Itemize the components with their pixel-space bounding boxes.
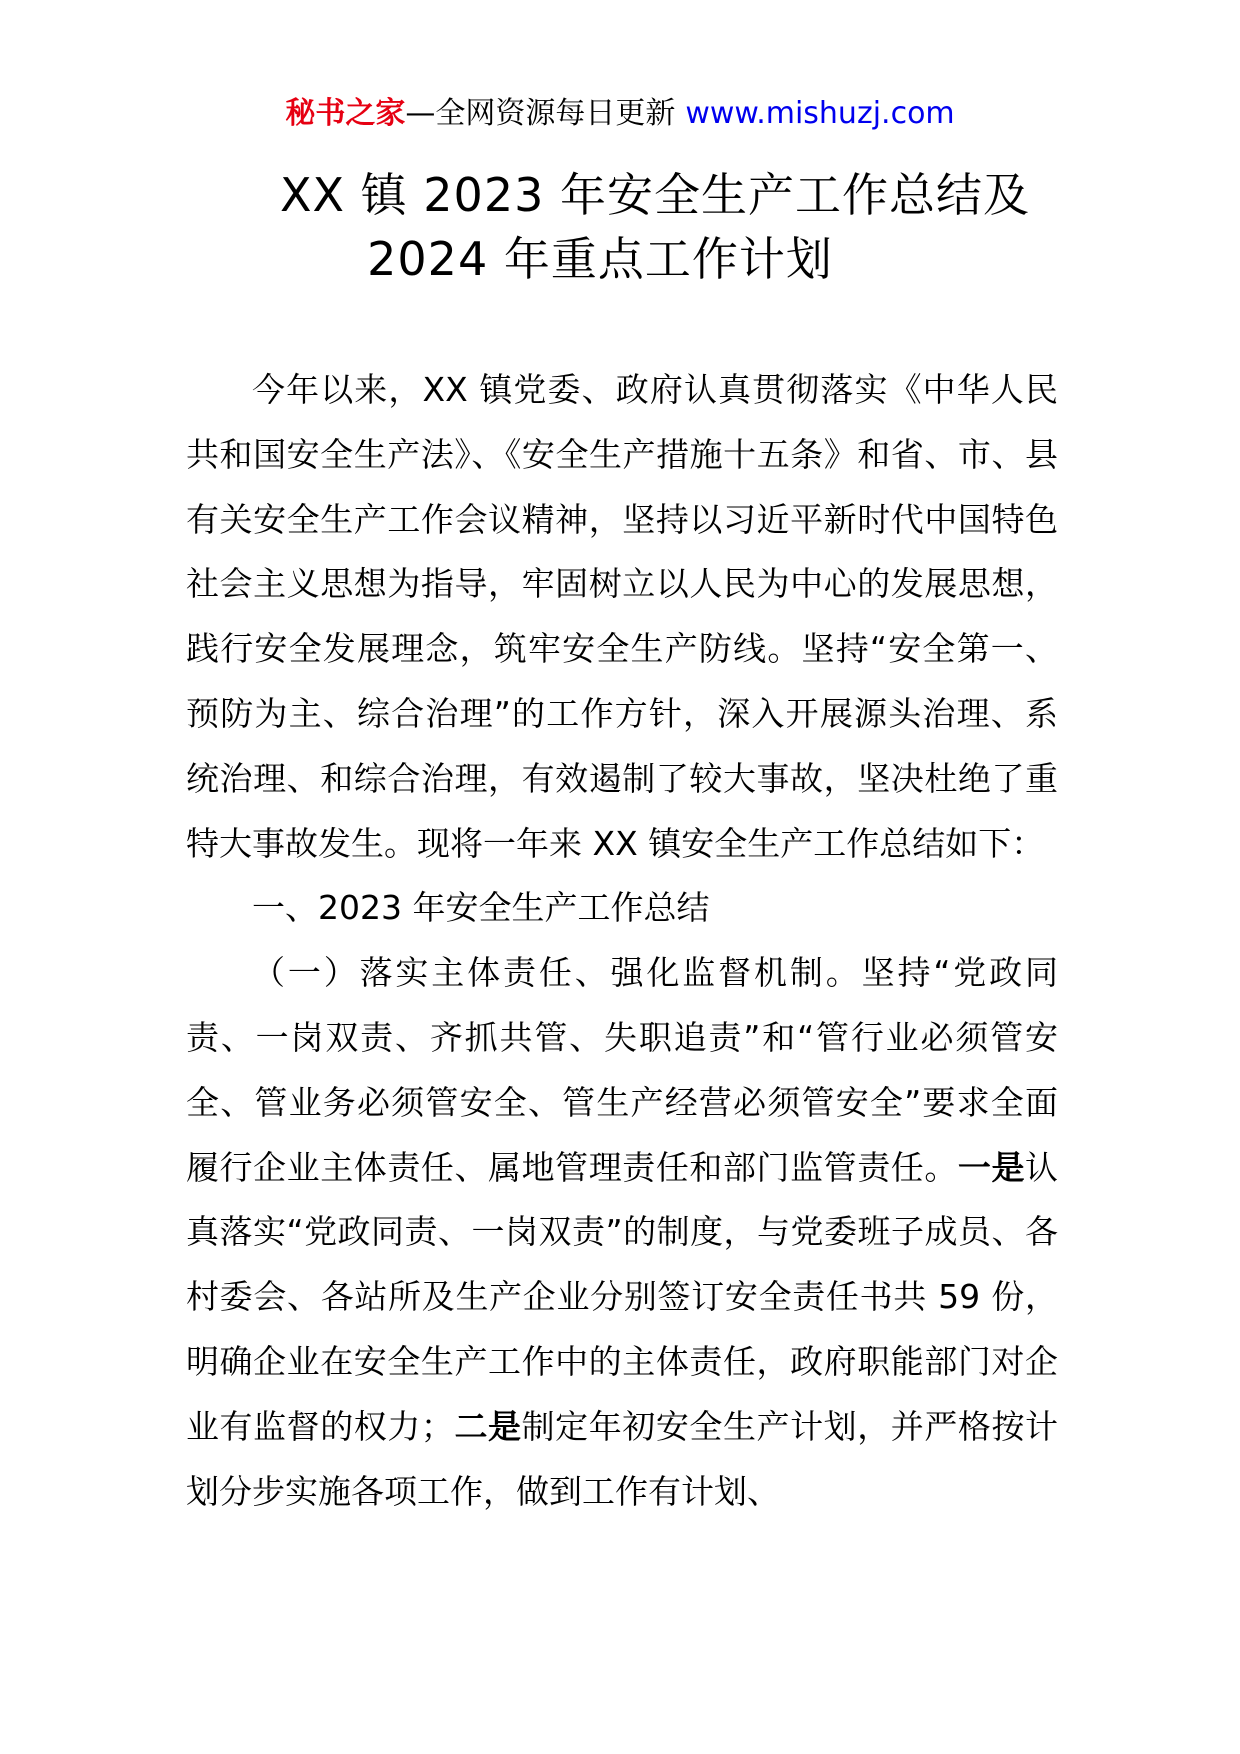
document-title-line-1: XX 镇 2023 年安全生产工作总结及 [280, 168, 1030, 222]
paragraph-lead-text: （一）落实主体责任、强化监督机制。坚持“党政同责、一岗双责、齐抓共管、失职追责”和“管行业必须管安全、管业务必须管安全、管生产经营必须管安全”要求全面履行企业主体责任、属地管理责任和部门监管责任。 [186, 953, 1058, 1187]
document-body [186, 358, 1058, 1524]
responsibility-paragraph [186, 941, 1058, 1524]
site-url-link[interactable]: www.mishuzj.com [685, 96, 955, 131]
point-label-second: 二是 [453, 1406, 522, 1446]
intro-paragraph: 今年以来，XX 镇党委、政府认真贯彻落实《中华人民共和国安全生产法》、《安全生产措施十五条》和省、市、县有关安全生产工作会议精神，坚持以习近平新时代中国特色社会主义思想为指导，牢固树立以人民为中心的发展思想，践行安全发展理念，筑牢安全生产防线。坚持“安全第一、预防为主、综合治理”的工作方针，深入开展源头治理、系统治理、和综合治理，有效遏制了较大事故，坚决杜绝了重特大事故发生。现将一年来 XX 镇安全生产工作总结如下： [186, 370, 1058, 863]
site-brand: 秘书之家 [285, 96, 406, 131]
point-text-second: 制定年初安全生产计划，并严格按计划分步实施各项工作，做到工作有计划、 [186, 1406, 1059, 1511]
document-title-line-2: 2024 年重点工作计划 [367, 232, 833, 286]
site-header [0, 96, 1240, 132]
section-heading: 一、2023 年安全生产工作总结 [252, 888, 710, 928]
site-tagline: —全网资源每日更新 [405, 96, 676, 131]
point-label-first: 一是 [957, 1147, 1026, 1187]
point-text-first: 认真落实“党政同责、一岗双责”的制度，与党委班子成员、各村委会、各站所及生产企业分别签订安全责任书共 59 份，明确企业在安全生产工作中的主体责任，政府职能部门对企业有监督的权力； [186, 1147, 1059, 1446]
